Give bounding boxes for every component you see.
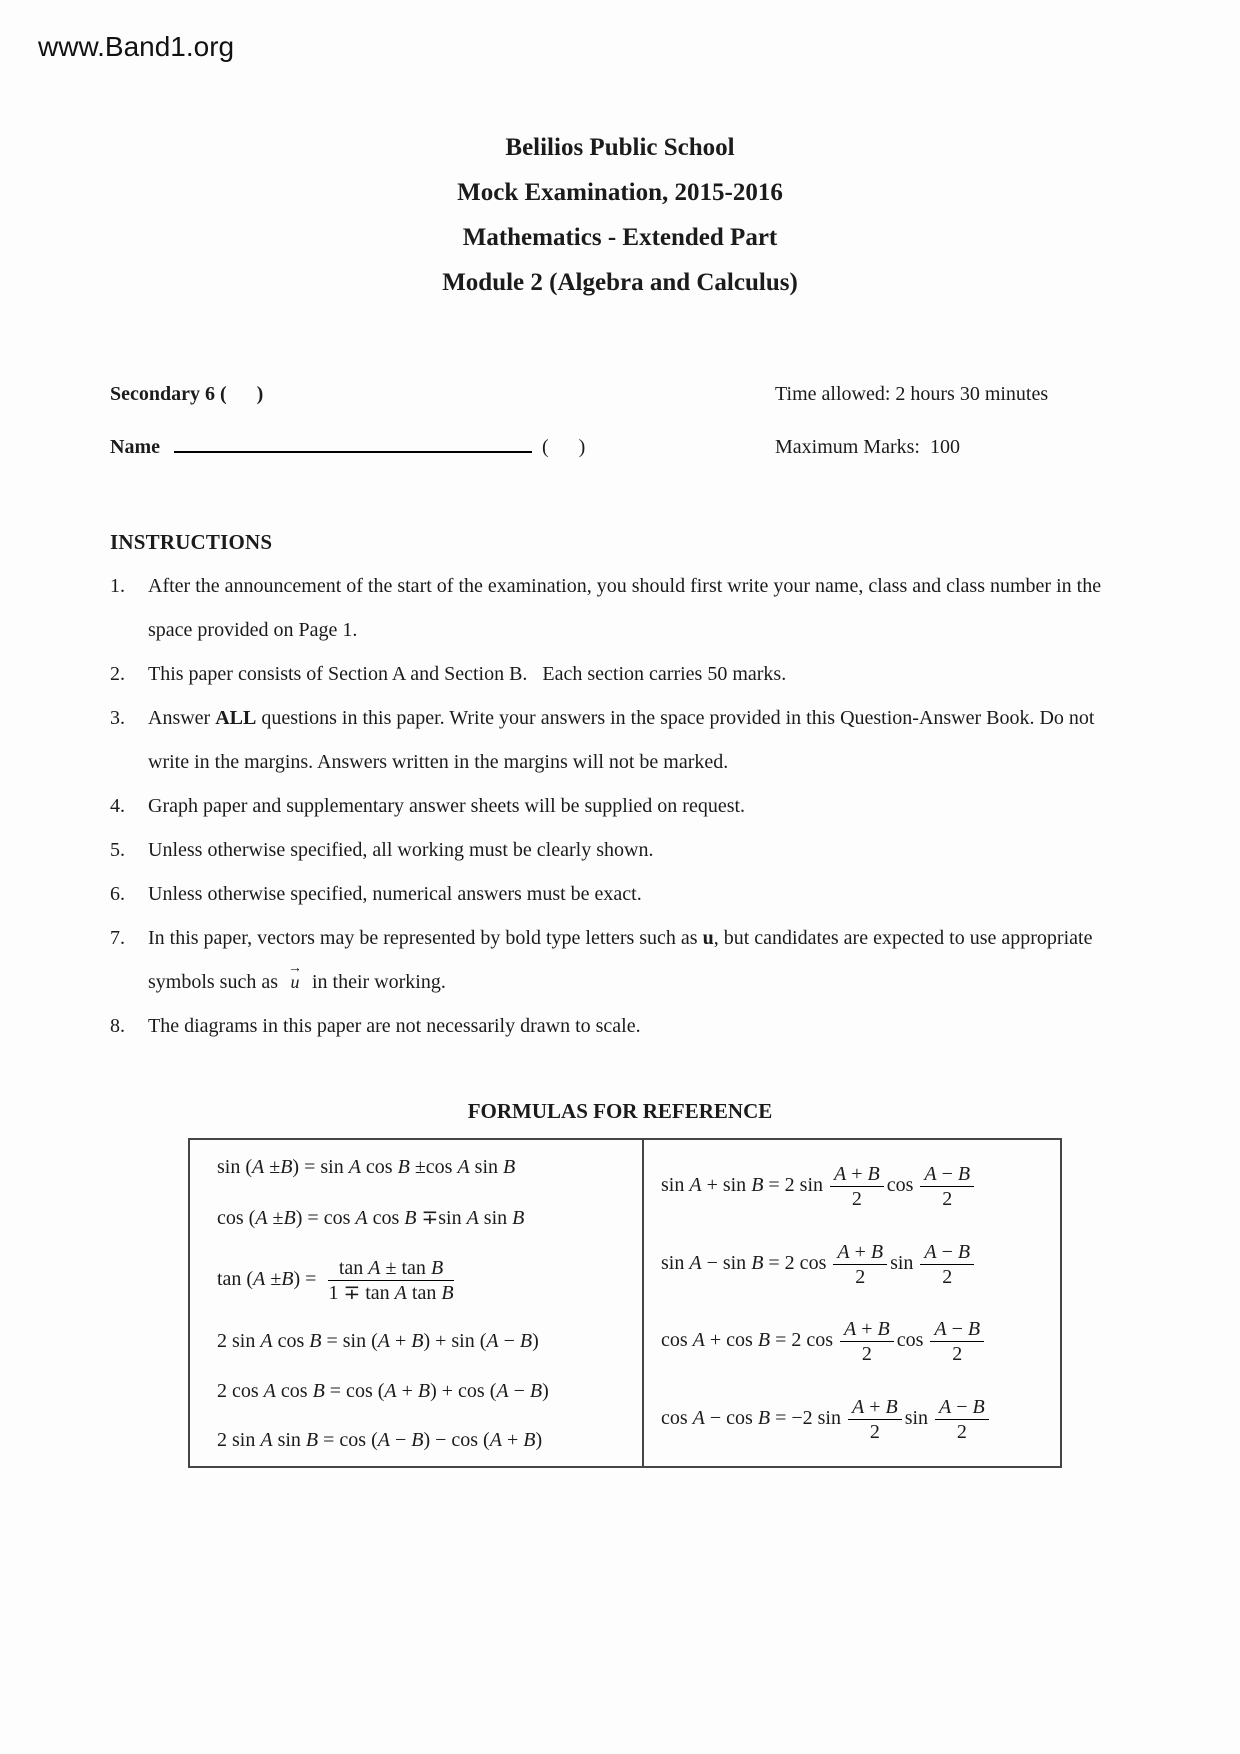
instruction-item-5: [110, 828, 1130, 872]
school-name: Belilios Public School: [505, 134, 735, 161]
fraction: $\frac{A + B}{2}$: [848, 1396, 902, 1443]
name-underline: [174, 437, 532, 453]
fraction: $\frac{\text{tan A ± tan B}}{\text{1 ∓ tan A tan B}}$: [328, 1256, 454, 1304]
fraction: $\frac{A - B}{2}$: [920, 1163, 974, 1210]
instruction-text: Answer ALL questions in this paper. Write your answers in the space provided in this Question-Answer Book. Do not write in the margins. Answers written in the margins will not be marked.: [148, 707, 1095, 773]
class-number-parens: ( ): [541, 436, 586, 458]
instruction-number: 7.: [110, 927, 125, 949]
instruction-number: 3.: [110, 707, 125, 729]
watermark-text: www.Band1.org: [38, 31, 235, 62]
formula-sum-to-product-4: cos A − cos B = −2 sin $\frac{A + B}{2}$ sin $\frac{A - B}{2}$: [661, 1396, 1060, 1443]
instruction-item-2: [110, 652, 1130, 696]
instruction-text: Unless otherwise specified, all working must be clearly shown.: [148, 839, 654, 861]
formula-tan-sum: tan (A ±B) = $\frac{\text{tan A ± tan B}}{\text{1 ∓ tan A tan B}}$: [217, 1256, 454, 1304]
instruction-text: Graph paper and supplementary answer sheets will be supplied on request.: [148, 795, 746, 817]
formula-table-left-column: [190, 1140, 644, 1466]
vector-arrow-icon: →: [288, 961, 302, 976]
exam-session: Mock Examination, 2015-2016: [457, 179, 783, 206]
instruction-text: This paper consists of Section A and Section B. Each section carries 50 marks.: [148, 663, 787, 685]
name-field: [110, 435, 775, 459]
instruction-number: 6.: [110, 883, 125, 905]
vector-u-symbol: → u: [288, 961, 302, 992]
formula-table: [188, 1138, 1062, 1468]
class-time-row: [110, 382, 1130, 406]
class-field: Secondary 6 ( ): [110, 383, 264, 405]
instruction-item-4: [110, 784, 1130, 828]
instruction-item-7: [110, 916, 1130, 1004]
bold-vector-u: u: [702, 927, 714, 949]
module-name: Module 2 (Algebra and Calculus): [442, 269, 798, 296]
fraction: $\frac{A + B}{2}$: [830, 1163, 884, 1210]
instruction-number: 1.: [110, 575, 125, 597]
fraction: $\frac{A - B}{2}$: [920, 1241, 974, 1288]
formula-table-right-column: [644, 1140, 1060, 1466]
page-content: [110, 382, 1130, 1468]
instruction-number: 8.: [110, 1015, 125, 1037]
name-marks-row: [110, 435, 1130, 459]
formula-sum-to-product-2: sin A − sin B = 2 cos $\frac{A + B}{2}$ sin $\frac{A - B}{2}$: [661, 1241, 1060, 1288]
exam-title-block: [0, 125, 1240, 305]
formula-product-sin-cos: 2 sin A cos B = sin (A + B) + sin (A − B): [217, 1330, 539, 1353]
subject-name: Mathematics - Extended Part: [462, 224, 778, 251]
formula-sin-sum: sin (A ±B) = sin A cos B ±cos A sin B: [217, 1156, 516, 1178]
instruction-number: 5.: [110, 839, 125, 861]
formulas-heading: FORMULAS FOR REFERENCE: [467, 1099, 773, 1123]
time-allowed: Time allowed: 2 hours 30 minutes: [775, 383, 1049, 405]
instruction-item-3: [110, 696, 1130, 784]
instruction-number: 2.: [110, 663, 125, 685]
instruction-text: In this paper, vectors may be represented by bold type letters such as u, but candidates are expected to use appropriate symbols such as → u in their working.: [148, 927, 1093, 993]
instructions-heading: INSTRUCTIONS: [110, 530, 273, 554]
maximum-marks: Maximum Marks: 100: [775, 436, 960, 458]
instruction-text: The diagrams in this paper are not necessarily drawn to scale.: [148, 1015, 641, 1037]
name-label: Name: [110, 436, 160, 458]
formula-product-sin-sin: 2 sin A sin B = cos (A − B) − cos (A + B): [217, 1428, 543, 1451]
formula-cos-sum: cos (A ±B) = cos A cos B ∓sin A sin B: [217, 1207, 525, 1230]
instruction-item-8: [110, 1004, 1130, 1048]
bold-all: ALL: [215, 707, 257, 729]
instruction-text: Unless otherwise specified, numerical answers must be exact.: [148, 883, 642, 905]
formula-product-cos-cos: 2 cos A cos B = cos (A + B) + cos (A − B): [217, 1379, 549, 1402]
instruction-text: After the announcement of the start of the examination, you should first write your name, class and class number in the space provided on Page 1.: [148, 575, 1102, 641]
instructions-section: [110, 520, 1130, 1048]
instruction-item-1: [110, 564, 1130, 652]
instruction-item-6: [110, 872, 1130, 916]
fraction: $\frac{A + B}{2}$: [840, 1318, 894, 1365]
fraction: $\frac{A - B}{2}$: [935, 1396, 989, 1443]
formula-sum-to-product-3: cos A + cos B = 2 cos $\frac{A + B}{2}$ cos $\frac{A - B}{2}$: [661, 1318, 1060, 1365]
fraction: $\frac{A - B}{2}$: [930, 1318, 984, 1365]
instruction-number: 4.: [110, 795, 125, 817]
fraction: $\frac{A + B}{2}$: [833, 1241, 887, 1288]
formula-sum-to-product-1: sin A + sin B = 2 sin $\frac{A + B}{2}$ cos $\frac{A - B}{2}$: [661, 1163, 1060, 1210]
